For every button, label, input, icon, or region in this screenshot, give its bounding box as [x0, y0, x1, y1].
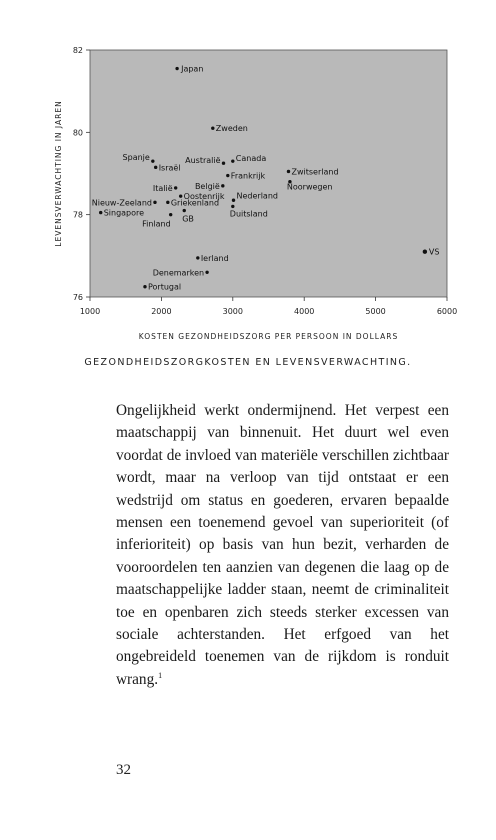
y-tick-label: 82: [72, 46, 83, 55]
point-label: GB: [182, 214, 194, 224]
point-label: Spanje: [122, 153, 150, 163]
data-point: [211, 127, 214, 130]
data-point: [143, 285, 146, 288]
footnote-marker: 1: [158, 670, 163, 680]
point-label: Italië: [152, 183, 173, 193]
data-point: [99, 211, 102, 214]
point-label: Zwitserland: [291, 167, 339, 177]
page-number: 32: [116, 762, 131, 778]
x-axis-title: KOSTEN GEZONDHEIDSZORG PER PERSOON IN DOLLARS: [138, 332, 399, 341]
data-point: [231, 159, 234, 162]
point-label: Griekenland: [170, 198, 220, 208]
x-tick-label: 5000: [365, 307, 386, 316]
data-point: [196, 256, 199, 259]
data-point: [287, 170, 290, 173]
point-label: Israël: [158, 163, 181, 173]
y-axis-title: LEVENSVERWACHTING IN JAREN: [54, 100, 63, 247]
x-tick-label: 6000: [436, 307, 458, 316]
point-label: Denemarken: [152, 268, 205, 278]
figure-caption: GEZONDHEIDSZORGKOSTEN EN LEVENSVERWACHTING.: [84, 357, 412, 368]
data-point: [166, 201, 169, 204]
data-point: [174, 186, 177, 189]
point-label: Portugal: [147, 282, 182, 292]
point-label: Singapore: [103, 208, 145, 218]
data-point: [222, 162, 225, 165]
point-label: Nederland: [236, 191, 278, 201]
data-point: [231, 205, 234, 208]
chart-svg: [0, 0, 496, 370]
x-tick-label: 2000: [151, 307, 172, 316]
data-point: [205, 271, 208, 274]
x-tick-label: 1000: [79, 307, 101, 316]
point-label: Ierland: [200, 253, 229, 263]
data-point: [154, 166, 157, 169]
point-label: Oostenrijk: [183, 192, 225, 202]
data-point: [423, 250, 427, 254]
point-label: Nieuw-Zeeland: [91, 198, 152, 208]
data-point: [226, 174, 229, 177]
data-point: [169, 213, 172, 216]
x-tick-label: 3000: [222, 307, 243, 316]
x-tick-label: 4000: [294, 307, 315, 316]
point-label: Canada: [235, 154, 267, 164]
point-label: Finland: [142, 219, 171, 229]
data-point: [232, 199, 235, 202]
point-label: VS: [428, 247, 440, 257]
point-label: Frankrijk: [230, 171, 266, 181]
scatter-chart: [0, 0, 496, 370]
point-label: Japan: [181, 64, 204, 74]
point-label: België: [194, 181, 220, 191]
point-label: Australië: [185, 156, 221, 166]
data-point: [151, 159, 154, 162]
point-label: Duitsland: [229, 209, 268, 219]
data-point: [175, 67, 178, 70]
plot-background: [90, 50, 447, 297]
y-tick-label: 78: [72, 210, 83, 220]
body-paragraph: [116, 400, 449, 691]
y-tick-label: 76: [72, 293, 83, 302]
point-label: Zweden: [215, 124, 248, 134]
data-point: [221, 184, 224, 187]
point-label: Noorwegen: [286, 182, 333, 192]
body-text-span: Ongelijkheid werkt ondermijnend. Het verpest een maatschappij van binnenuit. Het duurt wel even voordat de invloed van materiële verschillen zichtbaar wordt, maar na verloop van tijd ontstaat er een wedstrijd om status en goederen, ervaren bepaalde mensen een toenemend gevoel van superioriteit (of inferioriteit) op basis van hun bezit, verharden de vooroordelen ten aanzien van degenen die laag op de maatschappelijke ladder staan, neemt de criminaliteit toe en openbaren zich steeds sterker excessen van sociale achterstanden. Het erfgoed van het ongebreideld toenemen van de rijkdom is ronduit wrang.: [116, 402, 449, 688]
y-tick-label: 80: [72, 128, 83, 138]
data-point: [183, 209, 186, 212]
data-point: [153, 201, 156, 204]
